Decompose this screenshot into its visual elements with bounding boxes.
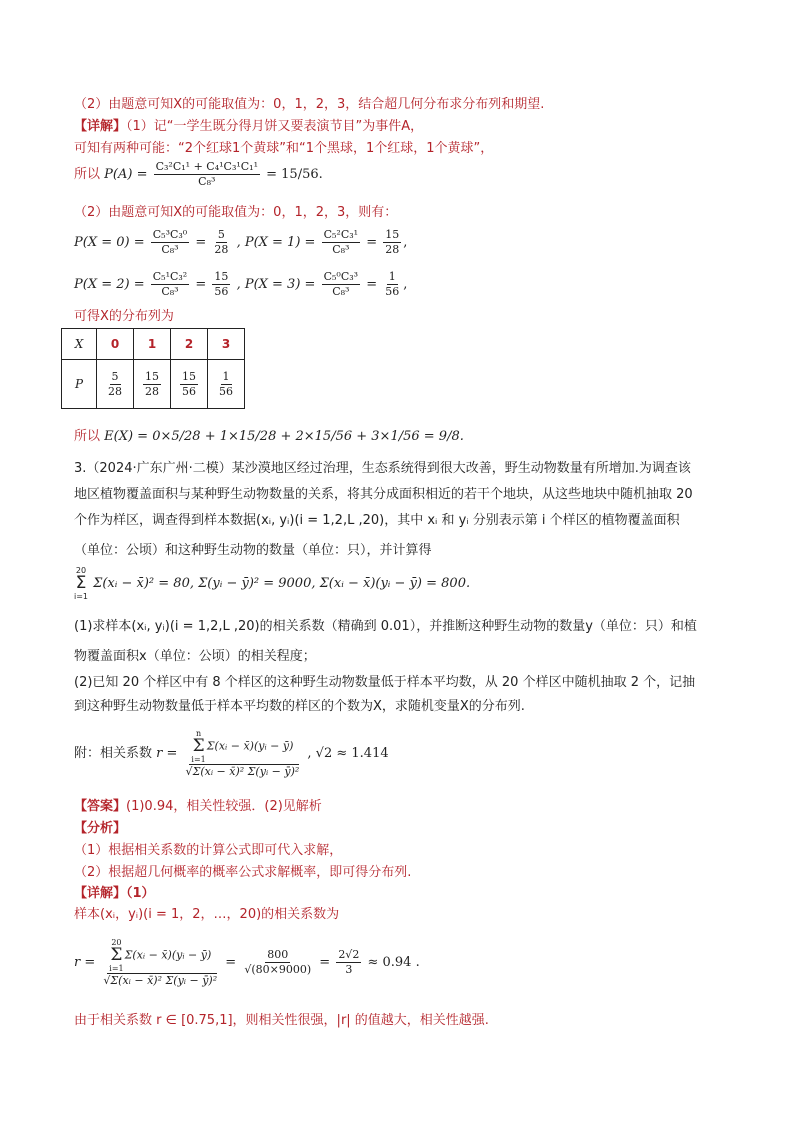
pa-fraction (154, 160, 260, 189)
dist-caption: 可得X的分布列为 (74, 309, 174, 324)
part2-values-line: （2）由题意可知X的可能取值为：0，1，2，3，则有： (74, 205, 398, 220)
appendix-formula (74, 726, 389, 782)
table-cell: 2 (171, 329, 208, 360)
prob-label: P(X = 0) = (74, 235, 145, 250)
table-row (62, 360, 245, 409)
detail-label: 【详解】 (74, 119, 127, 134)
r-calc-fraction (101, 938, 219, 988)
frac-den: 28 (145, 384, 159, 398)
prob-fraction (151, 270, 189, 299)
prob-result (383, 270, 401, 299)
pa-formula (74, 160, 323, 190)
table-header-p: P (62, 360, 97, 409)
appendix-den-expr: Σ(xᵢ − x̄)² Σ(yᵢ − ȳ)² (192, 764, 300, 778)
prob-row-1: P(X = 0) = $\frac{\text{C₅³C₃⁰}}{\text{C₈³}}$ = $\frac{5}{28}$ , P(X = 1) = $\frac{\text{C₅²C₃¹}}{\text{C₈³}}$ = $\frac{15}{28}$ , (74, 228, 408, 256)
q3-part1-line-a: (1)求样本(xᵢ, yᵢ)(i = 1,2,L ,20)的相关系数（精确到 0.01），并推断这种野生动物的数量y（单位：只）和植 (74, 619, 697, 634)
prob-fraction (151, 228, 189, 257)
expectation-line (74, 428, 464, 446)
r-calc-den-expr: Σ(xᵢ − x̄)² Σ(yᵢ − ȳ)² (110, 973, 218, 987)
table-cell (97, 360, 134, 409)
prob-result (212, 270, 230, 299)
answer-text: (1)0.94，相关性较强．(2)见解析 (126, 799, 322, 814)
prob-row-2: P(X = 2) = $\frac{\text{C₅¹C₃²}}{\text{C₈³}}$ = $\frac{15}{56}$ , P(X = 3) = $\frac{\text{C₅⁰C₃³}}{\text{C₈³}}$ = $\frac{1}{56}$ , (74, 270, 408, 298)
analysis-line-1: （1）根据相关系数的计算公式即可代入求解， (74, 843, 343, 858)
table-cell (171, 360, 208, 409)
r-calc-numerator: 20 Σ i=1 Σ(xᵢ − x̄)(yᵢ − ȳ) (109, 937, 212, 973)
conclusion-line: 由于相关系数 r ∈ [0.75,1]，则相关性很强，|r| 的值越大，相关性越强. (74, 1013, 489, 1028)
analysis-label: 【分析】 (74, 821, 127, 836)
frac-den: C₈³ (332, 243, 350, 256)
sum-lower: i=1 (191, 754, 206, 764)
frac-num: 800 (267, 948, 289, 961)
two-cases-line: 可知有两种可能：“2个红球1个黄球”和“1个黑球，1个红球，1个黄球”， (74, 141, 494, 156)
frac-den: 3 (345, 963, 353, 976)
table-cell (208, 360, 245, 409)
detail1-line (74, 118, 423, 136)
answer-label: 【答案】 (74, 799, 127, 814)
sum-sign: 20 Σ i=1 (74, 566, 89, 601)
sums-expr: Σ(xᵢ − x̄)² = 80, Σ(yᵢ − ȳ)² = 9000, Σ(xᵢ − x̄)(yᵢ − ȳ) = 800. (93, 576, 471, 591)
sum-upper: 20 (75, 566, 87, 575)
prob-fraction (322, 228, 360, 257)
sum-lower: i=1 (109, 963, 124, 973)
detail-label: 【详解】 (74, 886, 127, 901)
frac-num: 5 (111, 369, 119, 383)
frac-den: C₈³ (161, 243, 179, 256)
prob-result (212, 228, 230, 257)
appendix-num-expr: Σ(xᵢ − x̄)(yᵢ − ȳ) (206, 739, 294, 752)
frac-den: 56 (182, 384, 196, 398)
analysis-line-2: （2）根据超几何概率的概率公式求解概率，即可得分布列. (74, 865, 412, 880)
table-cell: 1 (134, 329, 171, 360)
appendix-fraction (184, 729, 302, 779)
frac-num: C₅²C₃¹ (323, 228, 359, 241)
r-calc-approx: ≈ 0.94 . (367, 955, 420, 970)
distribution-table (61, 328, 245, 409)
q3-line-4: （单位：公顷）和这种野生动物的数量（单位：只），并计算得 (74, 543, 432, 558)
table-cell: 0 (97, 329, 134, 360)
sum-lower: i=1 (74, 592, 89, 601)
prob-label: P(X = 2) = (74, 277, 145, 292)
frac-den: 56 (385, 285, 400, 298)
prob-label: , P(X = 1) = (236, 235, 316, 250)
frac-den: 28 (385, 243, 400, 256)
detail1-text: （1）记“一学生既分得月饼又要表演节目”为事件A， (126, 119, 424, 134)
prob-fraction (322, 270, 360, 299)
frac-den: C₈³ (332, 285, 350, 298)
part2-analysis-line: （2）由题意可知X的可能取值为：0，1，2，3，结合超几何分布求分布列和期望. (74, 97, 545, 112)
r-calc-num-expr: Σ(xᵢ − x̄)(yᵢ − ȳ) (124, 948, 212, 961)
frac-num: C₅⁰C₃³ (323, 270, 359, 283)
r-calculation: r = 20 Σ i=1 Σ(xᵢ − x̄)(yᵢ − ȳ) √Σ(xᵢ − x̄)² Σ(yᵢ − ȳ)² = $\frac{800}{√(80\times 9000)}$ = $\frac{2√2}{3}$ ≈ 0.94 . (74, 937, 420, 987)
sum-upper: n (196, 728, 202, 738)
detail2-part: （1） (126, 886, 155, 901)
table-row (62, 329, 245, 360)
ex-expr: E(X) = 0×5/28 + 1×15/28 + 2×15/56 + 3×1/56 = 9/8. (104, 429, 464, 444)
frac-num: 1 (388, 270, 396, 283)
frac-num: 15 (385, 228, 400, 241)
pa-result: = 15/56. (266, 167, 323, 182)
frac-num: 2√2 (338, 948, 360, 961)
frac-den: √(80×9000) (244, 963, 312, 976)
q3-part1-line-b: 物覆盖面积x（单位：公顷）的相关程度； (74, 649, 316, 664)
table-cell (134, 360, 171, 409)
r-calc-denominator: √Σ(xᵢ − x̄)² Σ(yᵢ − ȳ)² (103, 973, 218, 987)
sample-text: 样本(xᵢ，yᵢ)(i = 1，2，…，20)的相关系数为 (74, 907, 340, 922)
q3-line-2: 地区植物覆盖面积与某种野生动物数量的关系，将其分成面积相近的若干个地块，从这些地块中随机抽取 20 (74, 487, 693, 502)
pa-prefix: 所以 (74, 167, 101, 182)
sums-formula (74, 566, 470, 601)
r-calc-result-fraction (336, 948, 361, 977)
frac-num: 15 (182, 369, 196, 383)
prob-label: , P(X = 3) = (236, 277, 316, 292)
q3-line-3: 个作为样区，调查得到样本数据(xᵢ, yᵢ)(i = 1,2,L ,20)，其中 xᵢ 和 yᵢ 分别表示第 i 个样区的植物覆盖面积 (74, 513, 680, 528)
ex-prefix: 所以 (74, 429, 101, 444)
appendix-denominator: √Σ(xᵢ − x̄)² Σ(yᵢ − ȳ)² (185, 764, 300, 778)
appendix-label: 附：相关系数 (74, 746, 153, 761)
frac-den: C₈³ (161, 285, 179, 298)
r-calc-r: r = (74, 955, 96, 970)
frac-den: 28 (214, 243, 229, 256)
appendix-sqrt2: , √2 ≈ 1.414 (307, 746, 389, 761)
frac-num: 5 (217, 228, 225, 241)
frac-den: 28 (108, 384, 122, 398)
pa-expr: P(A) = (104, 167, 148, 182)
pa-denominator: C₈³ (198, 175, 216, 188)
prob-result (383, 228, 401, 257)
frac-den: 56 (214, 285, 229, 298)
frac-num: 15 (145, 369, 159, 383)
frac-num: 15 (214, 270, 229, 283)
answer-line (74, 798, 322, 816)
appendix-r: r = (156, 746, 178, 761)
q3-line-1: 3.（2024·广东广州·二模）某沙漠地区经过治理，生态系统得到很大改善，野生动物数量有所增加.为调查该 (74, 461, 691, 476)
frac-den: 56 (219, 384, 233, 398)
frac-num: C₅¹C₃² (152, 270, 188, 283)
table-header-x: X (62, 329, 97, 360)
frac-num: C₅³C₃⁰ (152, 228, 188, 241)
q3-part2-line-a: (2)已知 20 个样区中有 8 个样区的这种野生动物数量低于样本平均数，从 20 个样区中随机抽取 2 个，记抽 (74, 675, 696, 690)
sum-upper: 20 (111, 937, 122, 947)
q3-part2-line-b: 到这种野生动物数量低于样本平均数的样区的个数为X，求随机变量X的分布列. (74, 699, 525, 714)
frac-num: 1 (222, 369, 230, 383)
pa-numerator: C₃²C₁¹ + C₄¹C₃¹C₁¹ (155, 160, 258, 173)
table-cell: 3 (208, 329, 245, 360)
r-calc-mid-fraction (242, 948, 313, 977)
appendix-numerator: n Σ i=1 Σ(xᵢ − x̄)(yᵢ − ȳ) (191, 728, 294, 764)
detail2-line (74, 885, 155, 903)
sample-line (74, 906, 339, 924)
